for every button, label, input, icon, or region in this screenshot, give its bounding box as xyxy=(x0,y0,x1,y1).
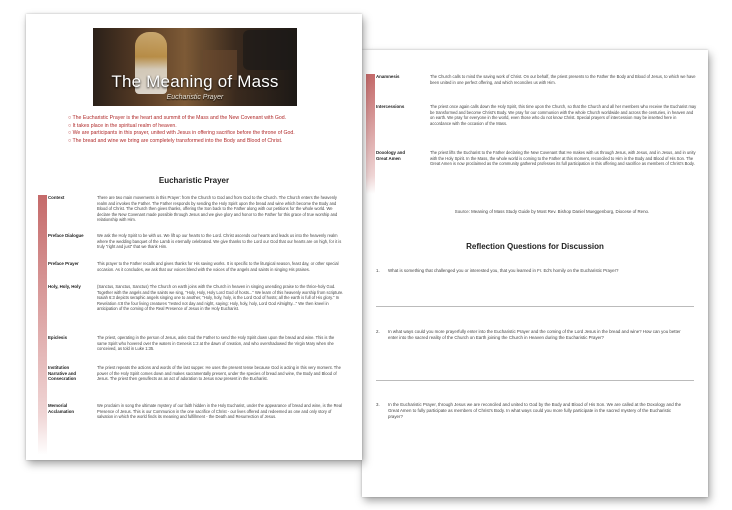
banner-title: The Meaning of Mass xyxy=(111,72,279,91)
key-points-list xyxy=(68,115,358,145)
document-page-reflection xyxy=(362,50,708,497)
row-text: This prayer to the Father recalls and gives thanks for His saving works. It is specific to the liturgical season, feast day, or other special occasion. As it concludes, we ask that our voices blend with the voices of the angels and saints in singing His praises. xyxy=(97,261,339,272)
question-text: In the Eucharistic Prayer, through Jesus we are reconciled and united to God by the Body and Blood of His Son. We are called at the Doxology and the Great Amen to fully participate as members of Christ's Body. In what ways could you more fully participate in the sacred mystery of the Eucharistic prayer? xyxy=(388,402,682,420)
accent-bar xyxy=(38,195,47,455)
prayer-parts-table xyxy=(48,195,348,455)
list-item: ○ The Eucharistic Prayer is the heart and summit of the Mass and the New Covenant with God. xyxy=(68,115,358,123)
row-text: There are two main movements in this Prayer: from the Church to God and from God to the Church. The Church enters the heavenly realm and invokes the Father. The Father responds by sending the Holy Spirit upon the bread and wine which become the Body and Blood of Christ. The Church then gives thanks, offering the Son back to the Father along with our petitions for the whole world. We declare the New Covenant made possible through Jesus and we give glory and honor to the Father for this grace of true worship and relationship with Him. xyxy=(97,195,338,223)
list-item: ○ The bread and wine we bring are completely transformed into the Body and Blood of Christ. xyxy=(68,138,358,146)
answer-space xyxy=(376,306,694,307)
source-citation: Source: Meaning of Mass Study Guide by Most Rev. Bishop Daniel Mueggenborg, Diocese of Reno. xyxy=(454,209,650,214)
question-text: What is something that challenged you or interested you, that you learned in Fr. Ed's homily on the Eucharistic Prayer? xyxy=(388,268,619,273)
document-page-eucharistic-prayer xyxy=(26,14,362,460)
row-label: Memorial Acclamation xyxy=(48,403,75,414)
row-text: The priest once again calls down the Holy Spirit, this time upon the Church, so that the Church and all her members who receive the Eucharist may be transformed and become Christ's Body. We pray for our communion with the whole Church worldwide and across the centuries, in heaven and on earth. We pray for everyone in the world, even those who do not know Christ. Special prayers of intercession may be inserted here in accordance with the occasion of the Mass. xyxy=(430,104,697,126)
question-number: 2. xyxy=(376,329,380,334)
question-number: 3. xyxy=(376,402,380,407)
question-number: 1. xyxy=(376,268,380,273)
header-banner-image xyxy=(93,28,297,106)
row-label: Intercessions xyxy=(376,104,405,109)
accent-bar xyxy=(366,74,375,194)
list-item: ○ It takes place in the spiritual realm of heaven. xyxy=(68,123,358,131)
list-item: ○ We are participants in this prayer, united with Jesus in offering sacrifice before the throne of God. xyxy=(68,130,358,138)
section-title: Eucharistic Prayer xyxy=(158,176,230,185)
row-text: We ask the Holy Spirit to be with us. We lift up our hearts to the Lord. Christ ascends our hearts and leads us into the heavenly realm where the wedding banquet of the Lamb is eternally celebrated. We give thanks to the Lord our God that our hearts are on high, for it is truly "right and just" that we thank Him. xyxy=(97,233,342,250)
question-item xyxy=(376,402,686,421)
row-label: Anamnesis xyxy=(376,74,400,79)
row-text: The priest repeats the actions and words of the last supper. He uses the present tense because God is acting in this very moment. The power of the Holy Spirit comes down and makes sacramentally present, under the species of bread and wine, the Body and Blood of Jesus. The priest then genuflects as an act of adoration to Jesus now present in the Eucharist. xyxy=(97,365,341,382)
question-item xyxy=(376,329,686,341)
section-title: Reflection Questions for Discussion xyxy=(466,242,604,251)
question-item xyxy=(376,268,686,274)
row-label: Context xyxy=(48,195,65,200)
banner-subtitle: Eucharistic Prayer xyxy=(166,94,224,101)
row-label: Doxology and Great Amen xyxy=(376,150,406,161)
row-text: We proclaim in song the ultimate mystery of our faith hidden in the Holy Eucharist, under the appearance of bread and wine, is the Real Presence of Jesus. This is our Communion in the one sacrifice of Christ - our lives offered and redeemed as one and only story of salvation in which the world finds its meaning and fulfillment - the Death and Resurrection of Jesus. xyxy=(97,403,343,420)
question-text: In what ways could you more prayerfully enter into the Eucharistic Prayer and the coming of the Lord Jesus in the bread and wine? How can you better enter into the sacred reality of the Church on Earth joining the Church in Heaven during the Eucharistic Prayer? xyxy=(388,329,681,341)
prayer-parts-table-continued xyxy=(376,74,698,204)
row-label: Preface Prayer xyxy=(48,261,79,266)
row-text: The priest lifts the Eucharist to the Father declaring the New Covenant that He makes with us through Jesus, with Jesus, and in Jesus, and in unity with the Holy Spirit. In the Mass, the whole world is coming to the Father at this moment, reconciled to Him in the Body and Blood of His Son. The Great Amen is now proclaimed as the community gathered professes its full participation in this offering and sacrifice as members of Christ's Body. xyxy=(430,150,696,167)
row-text: (Sanctus, Sanctus, Sanctus) The Church on earth joins with the Church in heaven in singing unending praise to the thrice-holy God. Together with the angels and the saints we sing, "Holy, Holy, Holy Lord God of hosts..." We learn of this heavenly worship from scripture. Isaiah 6:3 depicts seraphic angels singing one to another, "Holy, holy, holy, is the Lord God of hosts; all the earth is full of His glory." In Revelation 4:8 the four living creatures "rested not day and night, saying: Holy, holy, holy, Lord God Almighty..." We then kneel in anticipation of the coming of the Real Presence of Jesus in the Holy Eucharist. xyxy=(97,284,344,312)
row-label: Preface Dialogue xyxy=(48,233,84,238)
row-text: The Church calls to mind the saving work of Christ. On our behalf, the priest presents to the Father the Body and Blood of Jesus, to which we have been united in one perfect offering, and which reconciles us with Him. xyxy=(430,74,696,85)
row-text: The priest, operating in the person of Jesus, asks God the Father to send the Holy Spirit down upon the bread and wine. This is the same Spirit who hovered over the waters in Genesis 1:2 at the dawn of creation, and who overshadowed the Virgin Mary when she conceived, as told in Luke 1:35. xyxy=(97,335,335,352)
answer-space xyxy=(376,380,694,381)
row-label: Epiclesis xyxy=(48,335,68,340)
row-label: Holy, Holy, Holy xyxy=(48,284,81,289)
row-label: Institution Narrative and Consecration xyxy=(48,365,77,382)
congregation-shape xyxy=(243,30,293,70)
